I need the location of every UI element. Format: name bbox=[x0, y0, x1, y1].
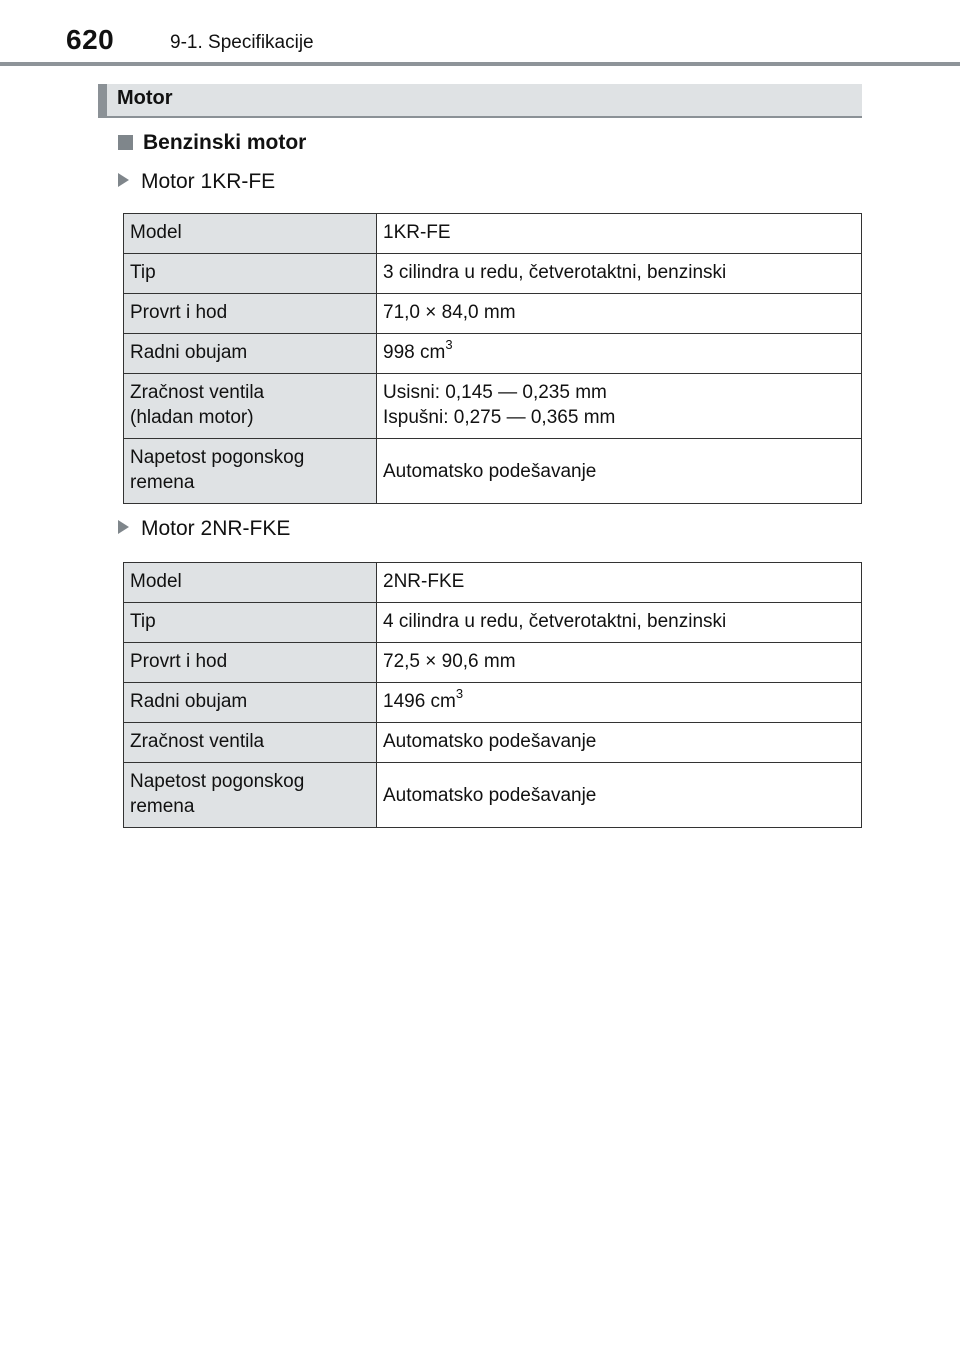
spec-key: Tip bbox=[124, 603, 377, 643]
table-row bbox=[124, 603, 862, 643]
spec-key: Napetost pogonskog remena bbox=[124, 763, 377, 828]
spec-key: Radni obujam bbox=[124, 683, 377, 723]
spec-value: 71,0 × 84,0 mm bbox=[377, 294, 862, 334]
section-title-bar bbox=[98, 84, 862, 118]
page-header bbox=[0, 0, 960, 70]
engine-heading-1kr bbox=[118, 170, 275, 194]
table-row bbox=[124, 723, 862, 763]
spec-value: Usisni: 0,145 — 0,235 mm Ispušni: 0,275 — 0,365 mm bbox=[377, 374, 862, 439]
engine-heading-2nr bbox=[118, 517, 290, 541]
engine-heading-text: Motor 2NR-FKE bbox=[141, 517, 291, 540]
spec-value: Automatsko podešavanje bbox=[377, 723, 862, 763]
table-row bbox=[124, 563, 862, 603]
superscript: 3 bbox=[445, 337, 453, 352]
superscript: 3 bbox=[455, 686, 464, 701]
spec-value: 72,5 × 90,6 mm bbox=[377, 643, 862, 683]
engine-heading-text: Motor 1KR-FE bbox=[141, 170, 276, 193]
table-row bbox=[124, 683, 862, 723]
spec-key: Zračnost ventila bbox=[124, 723, 377, 763]
spec-key: Zračnost ventila (hladan motor) bbox=[124, 374, 377, 439]
table-row bbox=[124, 374, 862, 439]
spec-value: 1496 cm bbox=[383, 691, 456, 712]
spec-value-cell bbox=[377, 334, 862, 374]
page-number: 620 bbox=[66, 24, 115, 55]
spec-key: Tip bbox=[124, 254, 377, 294]
table-row bbox=[124, 439, 862, 504]
spec-table-1kr bbox=[123, 213, 862, 504]
table-row bbox=[124, 643, 862, 683]
spec-key: Radni obujam bbox=[124, 334, 377, 374]
spec-value: 4 cilindra u redu, četverotaktni, benzinski bbox=[377, 603, 862, 643]
table-row bbox=[124, 254, 862, 294]
spec-key: Model bbox=[124, 563, 377, 603]
spec-value: Automatsko podešavanje bbox=[377, 439, 862, 504]
table-row bbox=[124, 763, 862, 828]
spec-value: Automatsko podešavanje bbox=[377, 763, 862, 828]
chapter-title: 9-1. Specifikacije bbox=[170, 32, 314, 53]
spec-key: Provrt i hod bbox=[124, 643, 377, 683]
spec-value: 998 cm bbox=[383, 342, 446, 363]
header-divider bbox=[0, 62, 960, 66]
triangle-bullet-icon bbox=[118, 173, 129, 187]
table-row bbox=[124, 294, 862, 334]
square-bullet-icon bbox=[118, 135, 133, 150]
table-row bbox=[124, 214, 862, 254]
triangle-bullet-icon bbox=[118, 520, 129, 534]
spec-table-2nr bbox=[123, 562, 862, 828]
spec-key: Provrt i hod bbox=[124, 294, 377, 334]
spec-value: 2NR-FKE bbox=[377, 563, 862, 603]
spec-value: 3 cilindra u redu, četverotaktni, benzinski bbox=[377, 254, 862, 294]
spec-key: Model bbox=[124, 214, 377, 254]
section-title: Motor bbox=[117, 87, 173, 109]
subheading bbox=[118, 131, 306, 155]
spec-value-cell bbox=[377, 683, 862, 723]
spec-value: 1KR-FE bbox=[377, 214, 862, 254]
subheading-text: Benzinski motor bbox=[143, 131, 307, 154]
table-row bbox=[124, 334, 862, 374]
spec-key: Napetost pogonskog remena bbox=[124, 439, 377, 504]
